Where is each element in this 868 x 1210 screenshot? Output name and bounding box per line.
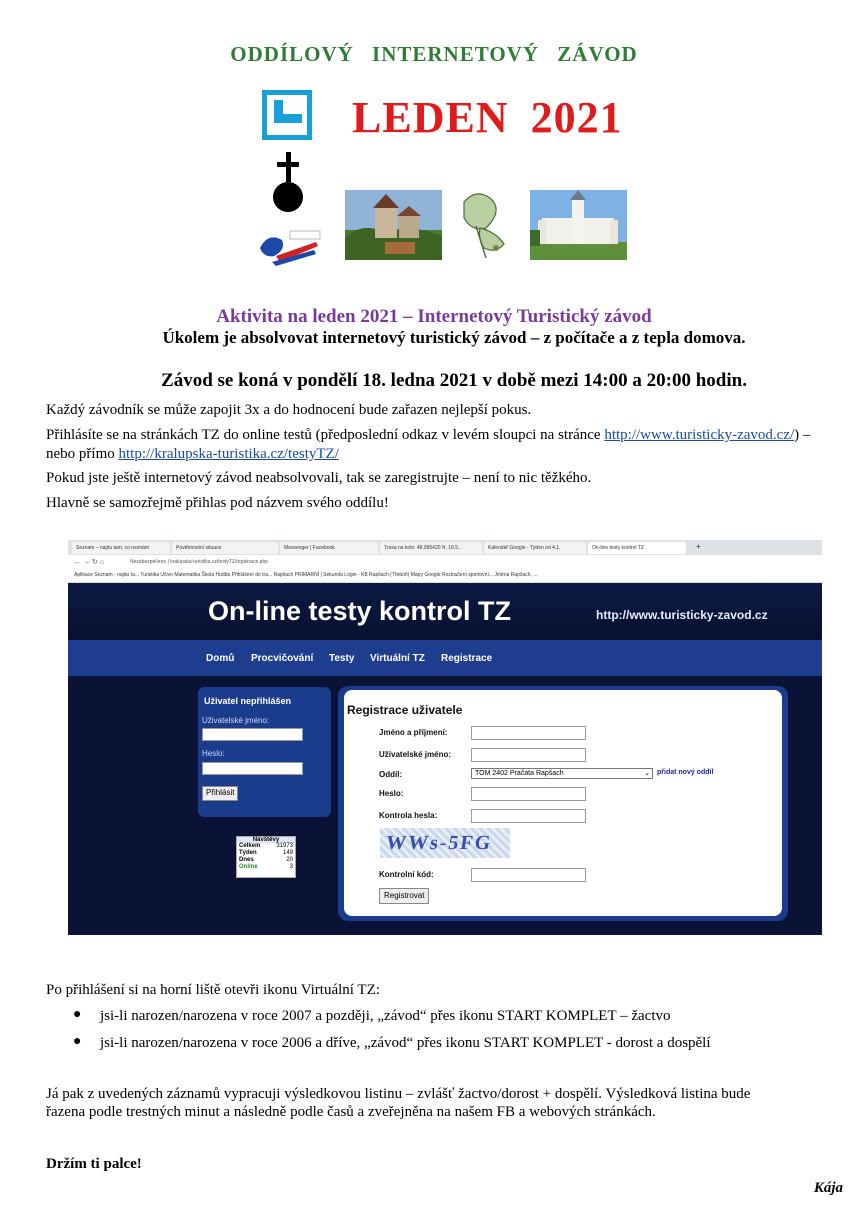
chateau-photo <box>530 190 627 260</box>
captcha-image <box>380 828 510 858</box>
new-tab-icon[interactable]: + <box>696 542 701 551</box>
counter-label: Online <box>239 864 258 870</box>
browser-tab[interactable]: Seznam – najdu tam, co neznám <box>72 542 170 554</box>
paragraph-after-login: Po přihlášení si na horní liště otevři ikonu Virtuální TZ: <box>46 982 380 998</box>
reg-password-input[interactable] <box>471 787 586 801</box>
nav-item-registration[interactable]: Registrace <box>441 653 493 664</box>
browser-tab-active[interactable]: On-line testy kontrol TZ <box>588 542 686 554</box>
bullet-item: jsi-li narozen/narozena v roce 2007 a později, „závod“ přes ikonu START KOMPLET – žactvo <box>100 1008 671 1024</box>
username-input[interactable] <box>202 728 303 741</box>
login-button[interactable]: Přihlásit <box>202 786 238 801</box>
login-box <box>198 687 331 817</box>
embedded-screenshot <box>68 540 822 935</box>
reg-username-label: Uživatelské jméno: <box>379 750 452 759</box>
paragraph-attempts: Každý závodník se může zapojit 3x a do hodnocení bude zařazen nejlepší pokus. <box>46 402 532 418</box>
control-code-input[interactable] <box>471 868 586 882</box>
browser-tabbar <box>68 540 822 555</box>
password-label: Heslo: <box>202 749 225 758</box>
add-club-link[interactable]: přidat nový oddíl <box>657 769 714 776</box>
turisticky-zavod-link[interactable]: http://www.turisticky-zavod.cz/ <box>604 427 795 443</box>
site-url[interactable]: http://www.turisticky-zavod.cz <box>596 608 768 622</box>
nav-item-practice[interactable]: Procvičování <box>251 653 314 664</box>
counter-label: Týden <box>239 850 257 856</box>
paragraph-results-2: řazena podle trestných minut a následně podle časů a zveřejněna na našem FB a webových stránkách. <box>46 1104 656 1120</box>
paragraph-results-1: Já pak z uvedených záznamů vypracuji výsledkovou listinu – zvlášť žactvo/dorost + dospělí. Výsledková listina bude <box>46 1086 751 1102</box>
address-input[interactable]: Nezabezpečeno | kralupska-turistika.cz/testyTZ/registrace.php <box>130 559 269 565</box>
site-title: On-line testy kontrol TZ <box>208 596 512 626</box>
date-heading: Závod se koná v pondělí 18. ledna 2021 v době mezi 14:00 a 20:00 hodin. <box>161 370 747 391</box>
browser-tab[interactable]: Povětrnostní situace <box>172 542 278 554</box>
registration-title: Registrace uživatele <box>347 703 463 717</box>
counter-label: Dnes <box>239 857 254 863</box>
bookmarks-bar <box>68 569 822 583</box>
bookmarks-list[interactable]: Aplikace Seznam - najdu ta... Turistika Učivo Matematika Škola Hudba Přihlášení do tra... Rapšach PRIMÁRNÍ | Sekunda Login - KB Rapšach (Třeboň) Mapy Google Rozloučení sportovní... Jména Rapšach, ... <box>74 572 538 578</box>
paragraph-club-name: Hlavně se samozřejmě přihlas pod názvem svého oddílu! <box>46 495 389 511</box>
browser-tab[interactable]: Messenger | Facebook <box>280 542 378 554</box>
login-text-b: ) – nebo přímo <box>46 427 811 462</box>
nav-item-home[interactable]: Domů <box>206 653 235 664</box>
nav-item-virtual-tz[interactable]: Virtuální TZ <box>370 653 425 664</box>
paragraph-register: Pokud jste ještě internetový závod neabsolvovali, tak se zaregistrujte – není to nic těžkého. <box>46 470 592 486</box>
task-heading: Úkolem je absolvovat internetový turistický závod – z počítače a z tepla domova. <box>162 328 746 347</box>
club-select[interactable] <box>471 768 653 779</box>
password-check-label: Kontrola hesla: <box>379 811 438 820</box>
castle-photo <box>345 190 442 260</box>
kralupska-turistika-link[interactable]: http://kralupska-turistika.cz/testyTZ/ <box>118 446 339 462</box>
visit-counter <box>236 836 296 878</box>
password-input[interactable] <box>202 762 303 775</box>
site-nav <box>68 640 822 676</box>
counter-label: Celkem <box>239 843 261 849</box>
club-label: Oddíl: <box>379 770 403 779</box>
login-text-a: Přihlásíte se na stránkách TZ do online testů (předposlední odkaz v levém sloupci na stránce <box>46 427 605 443</box>
password-check-input[interactable] <box>471 809 586 823</box>
browser-addressbar <box>68 555 822 569</box>
competition-title: ODDÍLOVÝ INTERNETOVÝ ZÁVOD <box>230 42 638 66</box>
club-select-value: TOM 2402 Pračata Rapšach <box>475 770 564 777</box>
username-label: Uživatelské jméno: <box>202 716 270 725</box>
bullet-icon: ● <box>73 1007 82 1022</box>
nav-arrows-icon[interactable]: ← → ↻ ⌂ <box>74 559 104 566</box>
browser-tab[interactable]: Kalendář Google - Týden od 4.1. <box>484 542 586 554</box>
counter-value: 20 <box>286 857 293 863</box>
registration-form <box>344 690 782 916</box>
paragraph-login <box>46 426 816 464</box>
bullet-item: jsi-li narozen/narozena v roce 2006 a dříve, „závod“ přes ikonu START KOMPLET - dorost a dospělí <box>100 1035 711 1051</box>
chevron-down-icon: ⌄ <box>644 770 650 777</box>
reg-password-label: Heslo: <box>379 789 404 798</box>
bullet-icon: ● <box>73 1034 82 1049</box>
browser-tab[interactable]: Trasa na kole: 48.995420 N, 16.5... <box>380 542 482 554</box>
counter-value: 149 <box>282 850 293 856</box>
cheer-text: Držím ti palce! <box>46 1156 142 1172</box>
logo-l-icon <box>262 90 312 140</box>
counter-value: 31973 <box>276 843 293 849</box>
register-button[interactable]: Registrovat <box>379 888 429 904</box>
captcha-text: WWs-5FG <box>384 832 494 854</box>
reg-username-input[interactable] <box>471 748 586 762</box>
month-title: LEDEN 2021 <box>352 93 623 142</box>
fullname-input[interactable] <box>471 726 586 740</box>
signature: Kája <box>813 1180 843 1196</box>
counter-title: Návštěvy <box>237 837 295 843</box>
activity-heading: Aktivita na leden 2021 – Internetový Turistický závod <box>216 306 652 327</box>
nav-item-tests[interactable]: Testy <box>329 653 355 664</box>
fullname-label: Jméno a příjmení: <box>379 728 448 737</box>
login-title: Uživatel nepřihlášen <box>204 696 292 706</box>
control-code-label: Kontrolní kód: <box>379 870 434 879</box>
counter-value: 3 <box>289 864 293 870</box>
flag-logo-icon <box>256 228 326 266</box>
linden-leaf-icon <box>456 188 511 263</box>
cross-icon <box>270 150 306 214</box>
site-header <box>68 583 822 640</box>
